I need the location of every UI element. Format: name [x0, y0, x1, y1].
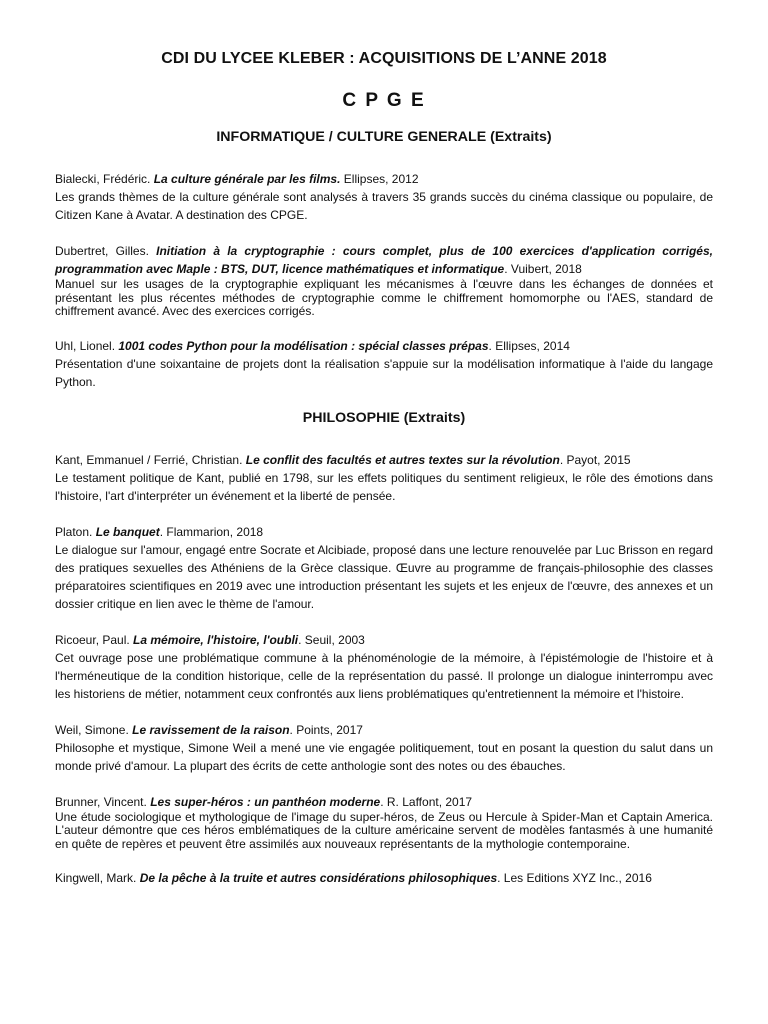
book-citation: [55, 451, 713, 469]
book-description: Philosophe et mystique, Simone Weil a mené une vie engagée politiquement, tout en posant la question du salut dans un monde privé d'amour. La plupart des écrits de cette anthologie sont des notes ou des ébauches.: [55, 740, 713, 773]
book-citation: [55, 337, 713, 355]
book-author: Bialecki, Frédéric.: [55, 172, 154, 186]
document-title: CDI DU LYCEE KLEBER : ACQUISITIONS DE L’ANNE 2018: [161, 50, 607, 67]
book-author: Kingwell, Mark.: [55, 871, 140, 885]
book-publisher: . Vuibert, 2018: [504, 262, 582, 276]
section-heading-philosophie: PHILOSOPHIE (Extraits): [302, 409, 466, 426]
book-entry: [55, 523, 713, 613]
book-citation: [55, 793, 713, 811]
book-publisher: . Payot, 2015: [559, 452, 631, 467]
book-description: Une étude sociologique et mythologique de l'image du super-héros, de Zeus ou Hercule à Spider-Man et Captain America. L'auteur démontre que ces héros emblématiques de la culture américaine servent de modèles fantasmés à une humanité en quête de repères et peuvent être assimilés aux nouveaux représentants de la mythologie contemporaine.: [55, 809, 713, 851]
book-entry: [55, 242, 713, 319]
document-subtitle: C P G E: [342, 90, 426, 111]
section-heading-informatique: INFORMATIQUE / CULTURE GENERALE (Extraits): [216, 129, 552, 145]
book-citation: [55, 242, 713, 278]
book-description: Le dialogue sur l'amour, engagé entre Socrate et Alcibiade, proposé dans une lecture renouvelée par Luc Brisson en regard des pratiques sexuelles des Athéniens de la Grèce classique. Œuvre au programme de français-philosophie des classes préparatoires scientifiques en 2019 avec une introduction présentant les sujets et les enjeux de l'œuvre, des annexes et un dossier critique en lien avec le thème de l'amour.: [55, 542, 713, 611]
section-informatique-list: [55, 170, 713, 391]
book-entry: [55, 631, 713, 703]
document-page: [55, 50, 713, 905]
book-publisher: . Points, 2017: [289, 722, 363, 737]
book-publisher: Ellipses, 2012: [340, 172, 419, 186]
book-description: Cet ouvrage pose une problématique commune à la phénoménologie de la mémoire, à l'épistémologie de l'histoire et à l'herméneutique de la condition historique, celle de la représentation du passé. Il prolonge un dialogue ininterrompu avec les historiens de métier, notamment ceux confrontés aux liens problématiques qu'entretiennent la mémoire et l'histoire.: [55, 650, 713, 701]
book-publisher: . Ellipses, 2014: [488, 338, 570, 353]
book-title: De la pêche à la truite et autres considérations philosophiques: [139, 871, 498, 885]
book-title: 1001 codes Python pour la modélisation : spécial classes prépas: [118, 338, 489, 353]
book-title: La mémoire, l'histoire, l'oubli: [133, 632, 299, 647]
book-title: La culture générale par les films.: [153, 172, 341, 186]
book-author: Kant, Emmanuel / Ferrié, Christian.: [55, 452, 246, 467]
book-title: Le conflit des facultés et autres textes sur la révolution: [245, 452, 560, 467]
book-author: Platon.: [55, 524, 96, 539]
book-title: Initiation à la cryptographie : cours complet, plus de 100 exercices d'application corrigés, programmation avec Maple : BTS, DUT, licence mathématiques et informatique: [55, 244, 713, 276]
book-citation: [55, 523, 713, 541]
book-publisher: . Les Editions XYZ Inc., 2016: [497, 871, 652, 885]
book-description: Le testament politique de Kant, publié en 1798, sur les effets politiques du sentiment religieux, le rôle des émotions dans l'histoire, l'art d'interpréter un événement et la liberté de pensée.: [55, 470, 713, 503]
book-entry: [55, 869, 713, 887]
book-publisher: . Flammarion, 2018: [159, 524, 264, 539]
book-publisher: . R. Laffont, 2017: [380, 794, 473, 809]
book-description: Manuel sur les usages de la cryptographie expliquant les mécanismes à l'œuvre dans les échanges de données et présentant les plus récentes méthodes de cryptographie comme le chiffrement homomorphe ou l'AES, standard de chiffrement avancé. Avec des exercices corrigés.: [55, 277, 713, 318]
book-description: Les grands thèmes de la culture générale sont analysés à travers 35 grands succès du cinéma classique ou populaire, de Citizen Kane à Avatar. A destination des CPGE.: [55, 190, 713, 222]
book-title: Le ravissement de la raison: [132, 722, 290, 737]
book-author: Ricoeur, Paul.: [55, 632, 134, 647]
book-title: Le banquet: [95, 524, 160, 539]
book-citation: [55, 170, 713, 188]
section-philosophie-list: [55, 451, 713, 888]
book-citation: [55, 721, 713, 739]
book-entry: [55, 337, 713, 391]
book-entry: [55, 451, 713, 505]
book-citation: [55, 631, 713, 649]
book-entry: [55, 793, 713, 852]
book-author: Dubertret, Gilles.: [55, 244, 157, 258]
book-entry: [55, 170, 713, 224]
book-author: Uhl, Lionel.: [55, 338, 119, 353]
book-entry: [55, 721, 713, 775]
book-description: Présentation d'une soixantaine de projets dont la réalisation s'appuie sur la modélisation informatique à l'aide du langage Python.: [55, 356, 713, 389]
book-title: Les super-héros : un panthéon moderne: [150, 794, 381, 809]
book-author: Weil, Simone.: [55, 722, 133, 737]
book-citation: [55, 869, 713, 887]
book-author: Brunner, Vincent.: [55, 794, 151, 809]
book-publisher: . Seuil, 2003: [298, 632, 365, 647]
